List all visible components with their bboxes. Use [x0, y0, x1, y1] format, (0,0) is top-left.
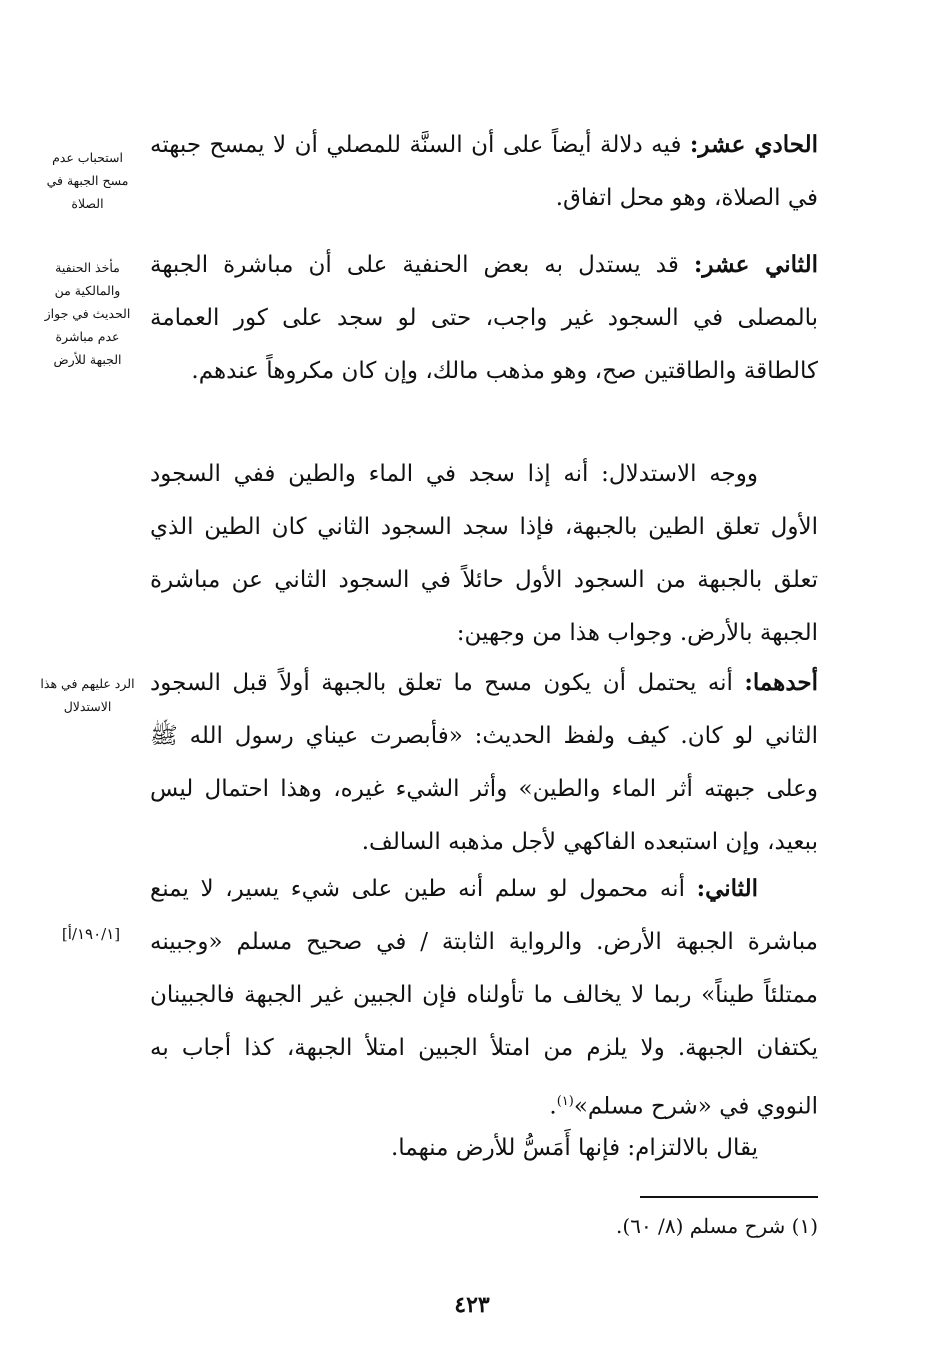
margin-note-2: مأخذ الحنفية والمالكية من الحديث في جواز عدم مباشرة الجبهة للأرض: [44, 260, 131, 367]
paragraph-lead: الثاني عشر:: [693, 251, 818, 278]
paragraph-lead: الحادي عشر:: [689, 131, 818, 158]
paragraph-inference: ووجه الاستدلال: أنه إذا سجد في الماء والطين ففي السجود الأول تعلق الطين بالجبهة، فإذا سجد السجود الثاني كان الطين الذي تعلق بالجبهة من السجود الأول حائلاً في السجود الثاني عن مباشرة الجبهة بالأرض. وجواب هذا من وجهين:: [150, 461, 818, 646]
main-text: [150, 118, 818, 225]
paragraph-12: [150, 238, 818, 398]
main-text: [150, 1122, 818, 1175]
footnote-marker[interactable]: (١): [556, 1094, 574, 1109]
main-text: [150, 656, 818, 869]
paragraph-body: أنه يحتمل أن يكون مسح ما تعلق بالجبهة أولاً قبل السجود الثاني لو كان. كيف ولفظ الحديث: «فأبصرت عيناي رسول الله ﷺ وعلى جبهته أثر الماء والطين» وأثر الشيء غيره، وهذا احتمال ليس ببعيد، وإن استبعده الفاكهي لأجل مذهبه السالف.: [150, 670, 818, 855]
paragraph-first-answer: [150, 656, 818, 869]
paragraph-second-answer: [150, 862, 818, 1134]
main-text: [150, 238, 818, 398]
main-text: [150, 862, 818, 1134]
paragraph-11: [150, 118, 818, 225]
manuscript-page-reference: [١٩٠/١/أ]: [61, 925, 121, 943]
footnote-separator: [640, 1196, 818, 1198]
page-number: ٤٢٣: [454, 1292, 490, 1318]
paragraph-closing: يقال بالالتزام: فإنها أَمَسُّ للأرض منهما.: [390, 1135, 758, 1161]
paragraph-lead: الثاني:: [696, 875, 758, 902]
footnote: (١) شرح مسلم (٨/ ٦٠).: [616, 1214, 818, 1238]
paragraph-body: أنه محمول لو سلم أنه طين على شيء يسير، لا يمنع مباشرة الجبهة الأرض. والرواية الثابتة / في صحيح مسلم «وجبينه ممتلئاً طيناً» ربما لا يخالف ما تأولناه فإن الجبين غير الجبهة فالجبينان يكتفان الجبهة. ولا يلزم من امتلأ الجبين امتلأ الجبهة، كذا أجاب به النووي في «شرح مسلم»: [150, 876, 818, 1120]
paragraph-end: .: [549, 1093, 557, 1120]
paragraph-body: قد يستدل به بعض الحنفية على أن مباشرة الجبهة بالمصلى في السجود غير واجب، حتى لو سجد على كور العمامة كالطاقة والطاقتين صح، وهو مذهب مالك، وإن كان مكروهاً عندهم.: [150, 252, 818, 384]
main-text: [150, 448, 818, 660]
margin-note-1: استحباب عدم مسح الجبهة في الصلاة: [46, 150, 129, 211]
margin-note-3: الرد عليهم في هذا الاستدلال: [40, 676, 135, 714]
paragraph-body: فيه دلالة أيضاً على أن السنَّة للمصلي أن لا يمسح جبهته في الصلاة، وهو محل اتفاق.: [150, 132, 818, 211]
paragraph-lead: أحدهما:: [744, 669, 818, 696]
